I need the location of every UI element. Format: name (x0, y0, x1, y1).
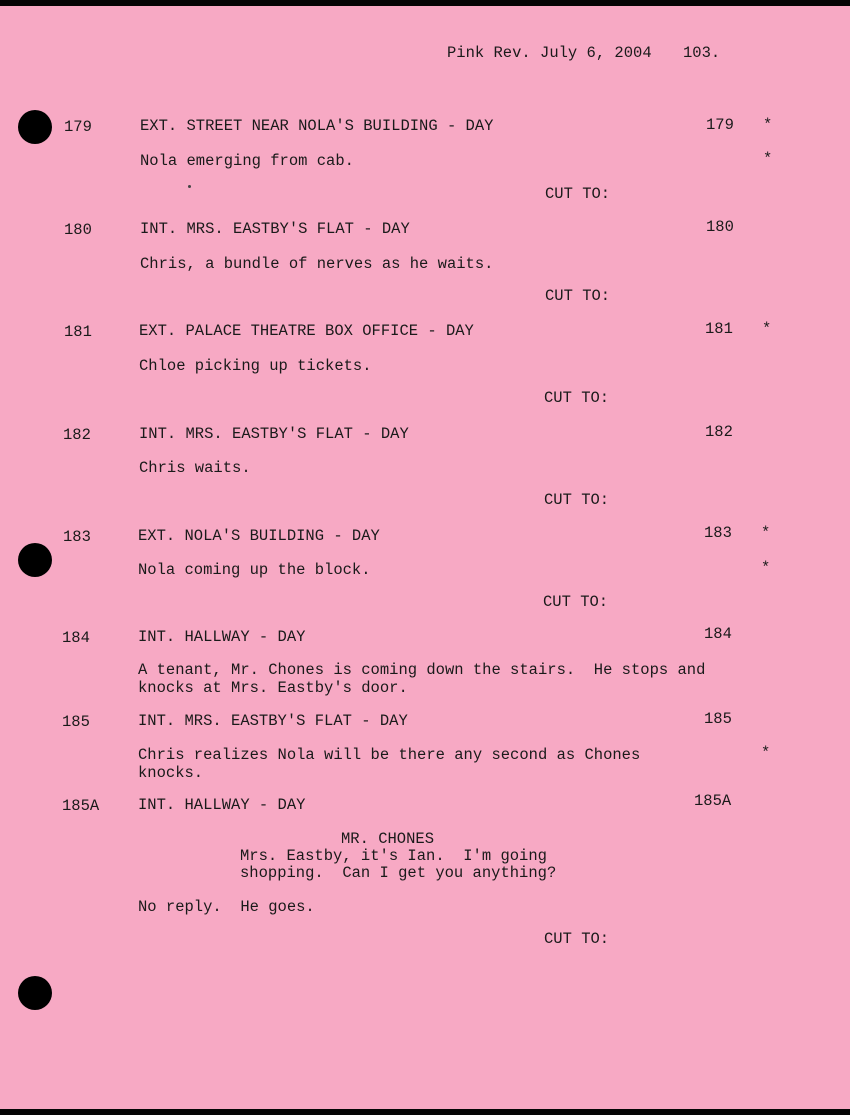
scene-number-right: 180 (706, 218, 734, 236)
punch-hole (18, 110, 52, 144)
scene-heading: INT. HALLWAY - DAY (138, 796, 306, 814)
dialogue: shopping. Can I get you anything? (240, 864, 557, 882)
scene-number-left: 185A (62, 797, 100, 815)
action-text: Nola emerging from cab. (140, 152, 354, 170)
transition: CUT TO: (544, 389, 610, 407)
character-name: MR. CHONES (341, 830, 435, 848)
revision-mark: * (762, 320, 772, 338)
script-page (0, 6, 850, 1109)
revision-mark: * (761, 744, 771, 762)
punch-hole (18, 976, 52, 1010)
punch-hole (18, 543, 52, 577)
revision-mark: * (763, 116, 773, 134)
action-text: Chris, a bundle of nerves as he waits. (140, 255, 494, 273)
scene-number-right: 181 (705, 320, 733, 338)
transition: CUT TO: (544, 930, 610, 948)
scene-heading: EXT. NOLA'S BUILDING - DAY (138, 527, 380, 545)
scene-heading: INT. MRS. EASTBY'S FLAT - DAY (140, 220, 410, 238)
scene-number-left: 180 (64, 221, 92, 239)
action-text: Chris waits. (139, 459, 251, 477)
dialogue: Mrs. Eastby, it's Ian. I'm going (240, 847, 547, 865)
action-text: No reply. He goes. (138, 898, 315, 916)
scene-number-right: 185 (704, 710, 732, 728)
scene-heading: EXT. STREET NEAR NOLA'S BUILDING - DAY (140, 117, 494, 135)
scene-number-right: 183 (704, 524, 732, 542)
scene-number-left: 179 (64, 118, 92, 136)
scene-number-left: 183 (63, 528, 91, 546)
transition: CUT TO: (544, 491, 610, 509)
action-text: knocks. (138, 764, 204, 782)
page-number: 103. (683, 44, 721, 62)
scene-heading: INT. MRS. EASTBY'S FLAT - DAY (139, 425, 409, 443)
action-text: Chloe picking up tickets. (139, 357, 372, 375)
revision-mark: * (761, 559, 771, 577)
scene-number-left: 182 (63, 426, 91, 444)
revision-label: Pink Rev. July 6, 2004 (447, 44, 652, 62)
scene-heading: INT. MRS. EASTBY'S FLAT - DAY (138, 712, 408, 730)
scene-number-left: 184 (62, 629, 90, 647)
scene-number-right: 179 (706, 116, 734, 134)
scene-number-right: 182 (705, 423, 733, 441)
action-text: Chris realizes Nola will be there any second as Chones (138, 746, 641, 764)
scene-heading: EXT. PALACE THEATRE BOX OFFICE - DAY (139, 322, 474, 340)
scene-number-left: 185 (62, 713, 90, 731)
paper-speck (188, 185, 191, 188)
transition: CUT TO: (545, 185, 611, 203)
scene-heading: INT. HALLWAY - DAY (138, 628, 306, 646)
revision-mark: * (761, 524, 771, 542)
action-text: Nola coming up the block. (138, 561, 371, 579)
scene-number-left: 181 (64, 323, 92, 341)
action-text: knocks at Mrs. Eastby's door. (138, 679, 408, 697)
revision-mark: * (763, 150, 773, 168)
scene-number-right: 184 (704, 625, 732, 643)
scene-number-right: 185A (694, 792, 732, 810)
action-text: A tenant, Mr. Chones is coming down the stairs. He stops and (138, 661, 706, 679)
transition: CUT TO: (543, 593, 609, 611)
transition: CUT TO: (545, 287, 611, 305)
